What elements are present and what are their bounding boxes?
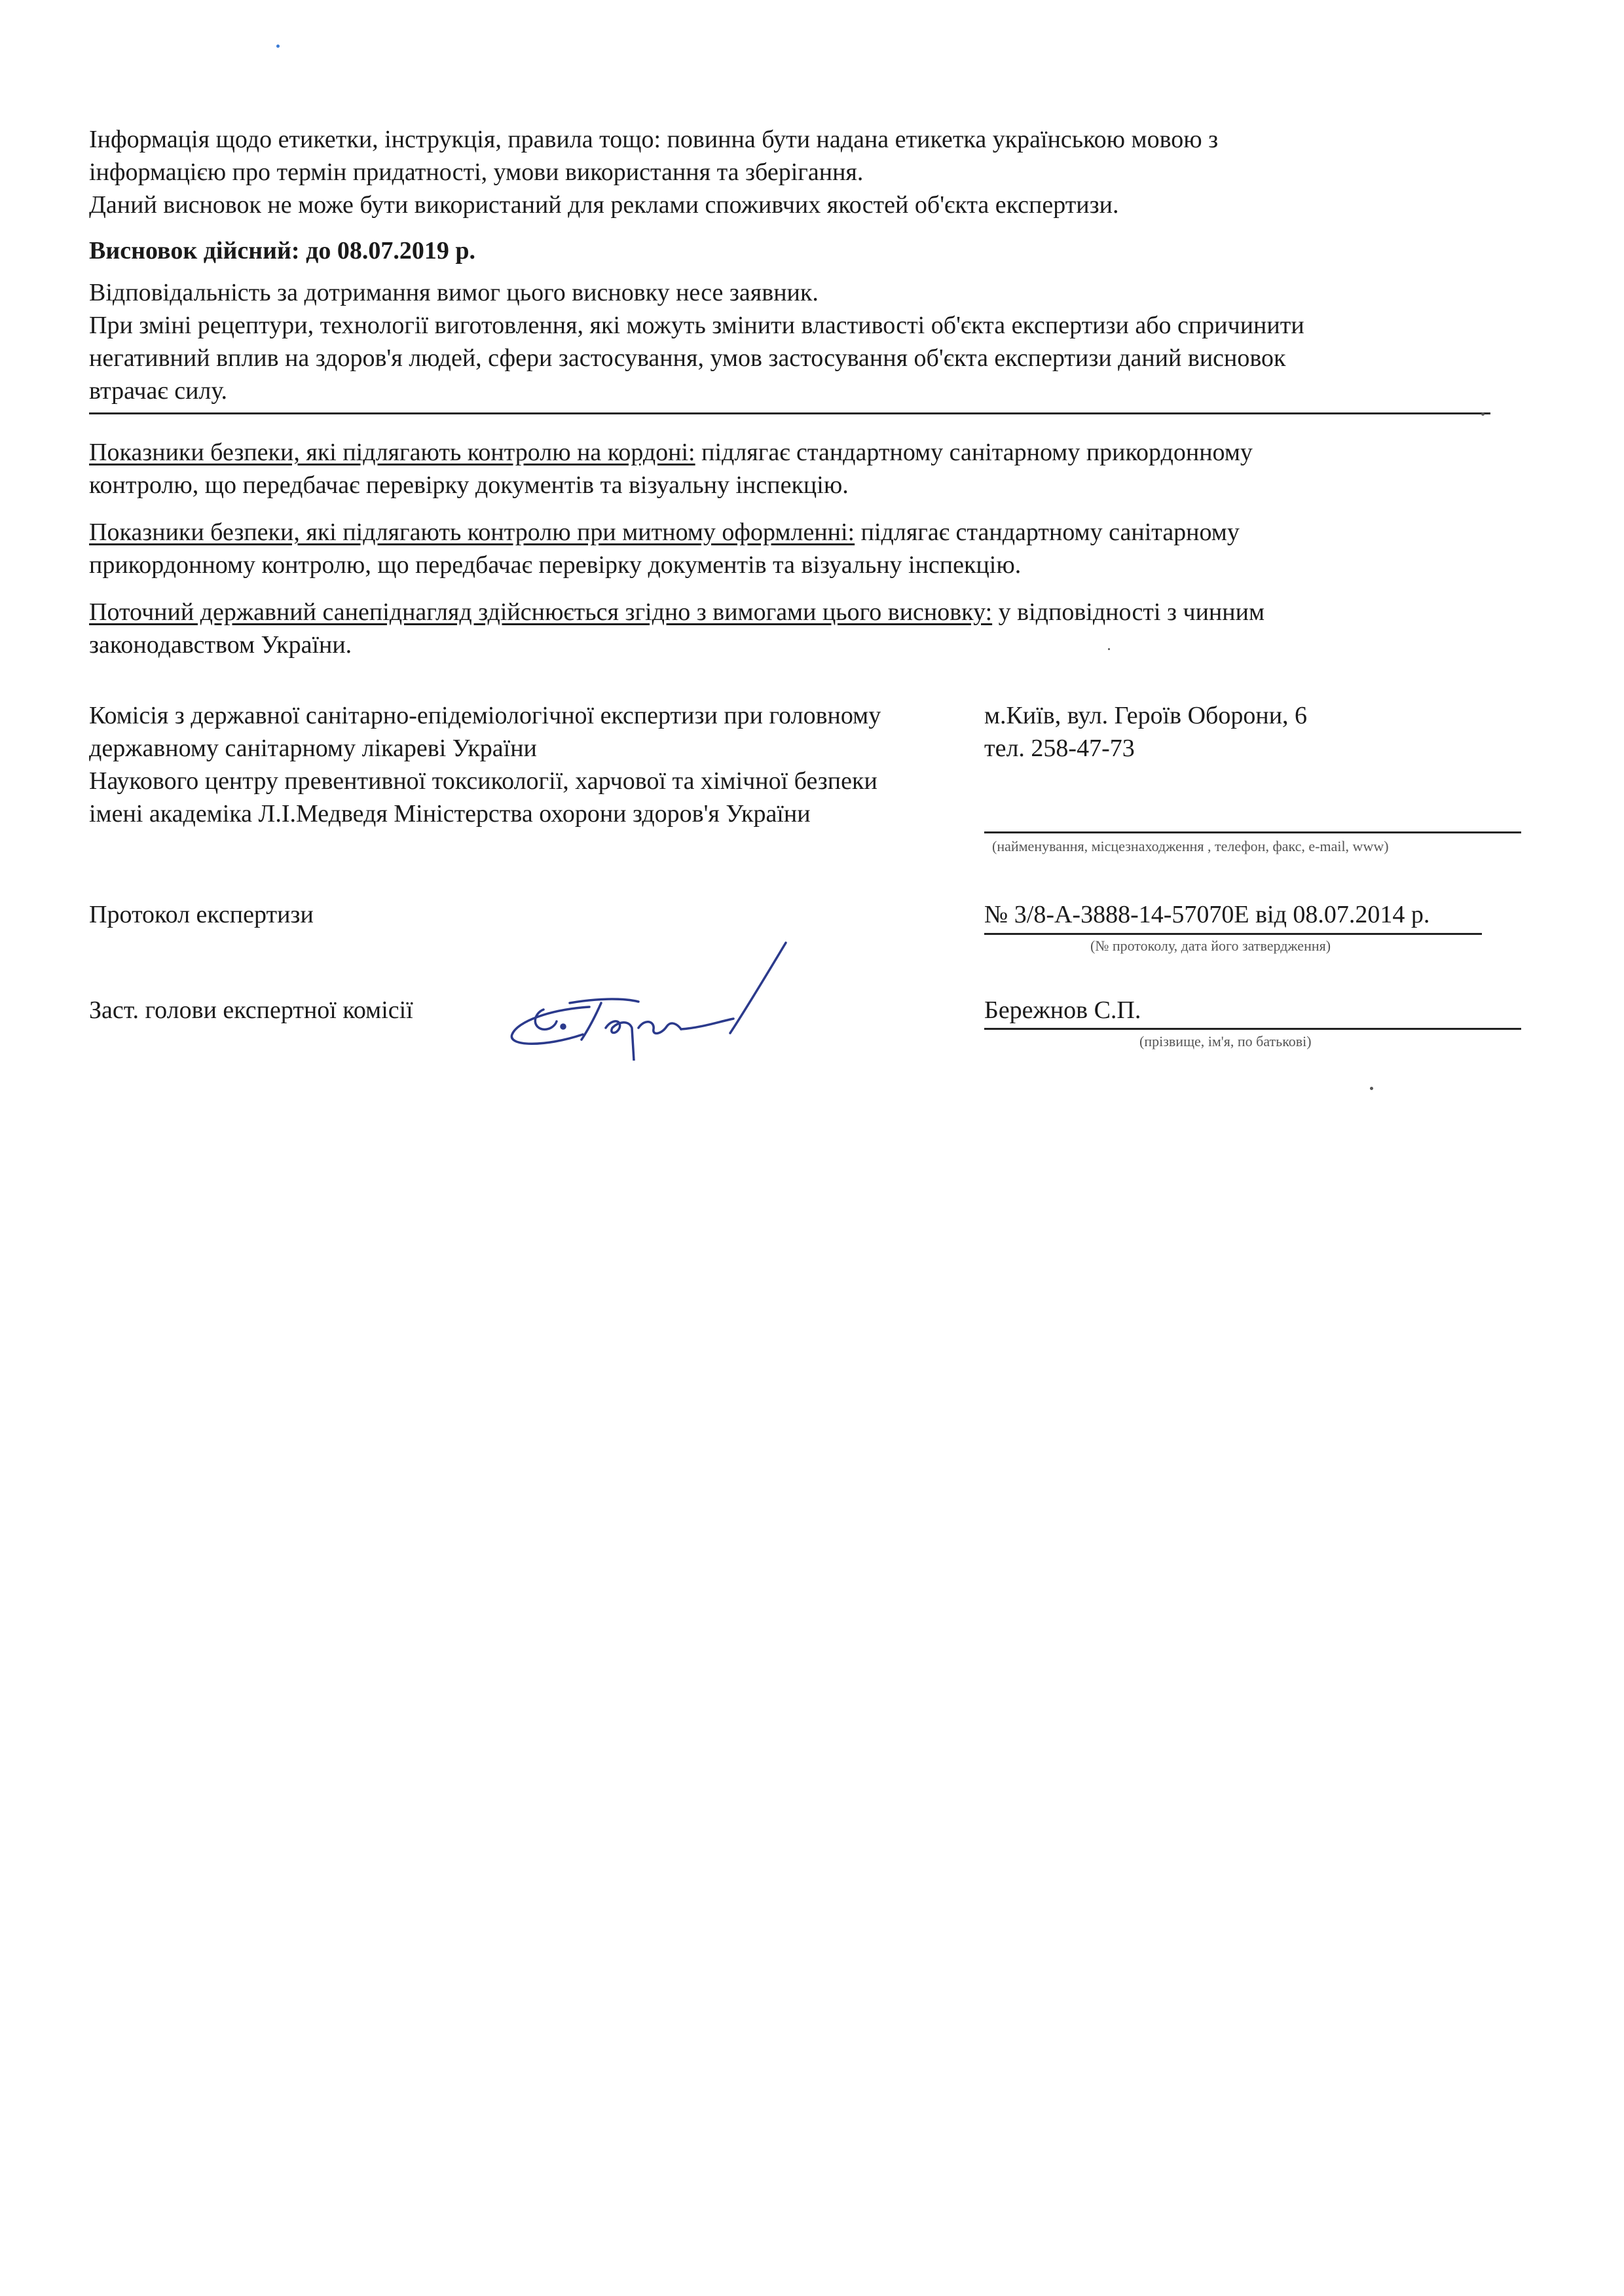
customs-text: підлягає стандартному санітарному (855, 519, 1240, 546)
address-block (984, 699, 1307, 765)
responsibility-line-4: втрачає силу. (89, 377, 228, 405)
customs-line-1 (89, 516, 1490, 549)
deputy-name: Бережнов С.П. (984, 996, 1141, 1024)
responsibility-line-3: негативний вплив на здоров'я людей, сфери застосування, умов застосування об'єкта експертизи даний висновок (89, 344, 1286, 372)
border-control-heading: Показники безпеки, які підлягають контролю на кордоні: (89, 439, 695, 466)
protocol-caption: (№ протоколу, дата його затвердження) (1090, 938, 1331, 954)
responsibility-line-2: При зміні рецептури, технології виготовлення, які можуть змінити властивості об'єкта експертизи або спричинити (89, 312, 1304, 339)
label-info-line-1: Інформація щодо етикетки, інструкція, правила тощо: повинна бути надана етикетка українською мовою з (89, 126, 1219, 153)
commission-line-1: Комісія з державної санітарно-епідеміологічної експертизи при головному (89, 702, 881, 729)
border-control-text: підлягає стандартному санітарному прикордонному (695, 439, 1253, 466)
address-line-1: м.Київ, вул. Героїв Оборони, 6 (984, 702, 1308, 729)
customs-line-2: прикордонному контролю, що передбачає перевірку документів та візуальну інспекцію. (89, 551, 1022, 579)
scan-speck (276, 45, 280, 48)
scan-speck (1481, 412, 1485, 416)
commission-block (89, 699, 980, 830)
supervision-line-2: законодавством України. (89, 631, 352, 659)
deputy-label: Заст. голови експертної комісії (89, 996, 413, 1024)
protocol-label: Протокол експертизи (89, 901, 314, 928)
supervision-heading: Поточний державний санепіднагляд здійснюється згідно з вимогами цього висновку: (89, 598, 993, 626)
deputy-caption: (прізвище, ім'я, по батькові) (1139, 1033, 1312, 1049)
label-info-line-3: Даний висновок не може бути використаний для реклами споживчих якостей об'єкта експертизи. (89, 191, 1119, 219)
protocol-value: № 3/8-А-3888-14-57070Е від 08.07.2014 р. (984, 901, 1430, 928)
border-control-line-2: контролю, що передбачає перевірку документів та візуальну інспекцію. (89, 471, 849, 499)
signature-image (498, 930, 838, 1061)
customs-paragraph (89, 516, 1490, 581)
label-info-line-2: інформацією про термін придатності, умови використання та зберігання. (89, 158, 864, 186)
supervision-text: у відповідності з чинним (992, 598, 1264, 626)
address-line-2: тел. 258-47-73 (984, 735, 1135, 762)
commission-line-3: Наукового центру превентивної токсикології, харчової та хімічної безпеки (89, 767, 877, 795)
commission-line-4: імені академіка Л.І.Медведя Міністерства охорони здоров'я України (89, 800, 811, 828)
supervision-paragraph (89, 596, 1490, 661)
address-caption: (найменування, місцезнаходження , телефон, факс, e-mail, www) (992, 838, 1389, 854)
validity-statement: Висновок дійсний: до 08.07.2019 р. (89, 237, 475, 264)
protocol-underline (984, 933, 1482, 935)
responsibility-line-1: Відповідальність за дотримання вимог цього висновку несе заявник. (89, 279, 819, 306)
scan-speck (1370, 1087, 1373, 1090)
customs-heading: Показники безпеки, які підлягають контролю при митному оформленні: (89, 519, 855, 546)
section-divider (89, 412, 1490, 414)
border-control-line-1 (89, 436, 1490, 469)
label-info-paragraph (89, 123, 1490, 221)
border-control-paragraph (89, 436, 1490, 501)
responsibility-paragraph (89, 276, 1490, 407)
commission-line-2: державному санітарному лікареві України (89, 735, 537, 762)
scan-speck (1108, 648, 1110, 650)
supervision-line-1 (89, 596, 1490, 629)
deputy-underline (984, 1028, 1521, 1030)
address-underline (984, 831, 1521, 833)
